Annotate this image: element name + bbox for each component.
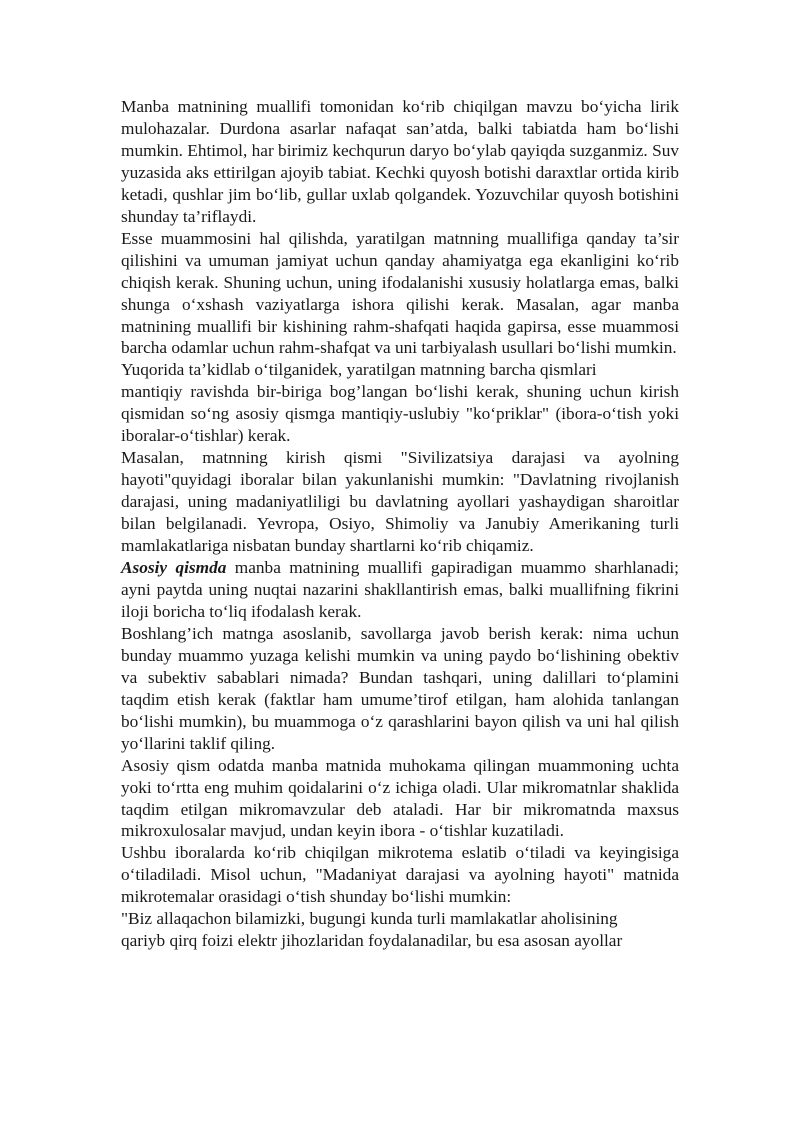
document-page bbox=[121, 96, 679, 952]
paragraph-as-noted-above bbox=[121, 359, 679, 381]
paragraph-source-text-questions bbox=[121, 623, 679, 755]
paragraph-transition-phrases bbox=[121, 842, 679, 908]
paragraph-text: mantiqiy ravishda bir-biriga bog’langan bo‘lishi kerak, shuning uchun kirish qismidan so‘ng asosiy qismga mantiqiy-uslubiy "ko‘priklar" (ibora-o‘tish yoki iboralar-o‘tishlar) kerak. bbox=[121, 382, 679, 446]
paragraph-main-part bbox=[121, 557, 679, 623]
paragraph-introduction-example bbox=[121, 447, 679, 557]
paragraph-text: Yuqorida ta’kidlab o‘tilganidek, yaratilgan matnning barcha qismlari bbox=[121, 360, 597, 380]
paragraph-lead-term: Asosiy qismda bbox=[121, 558, 227, 578]
paragraph-text: manba matnining muallifi gapiradigan muammo sharhlanadi; ayni paytda uning nuqtai nazarini shakllantirish emas, balki muallifning fikrini iloji boricha to‘liq ifodalash kerak. bbox=[121, 558, 679, 621]
paragraph-text: "Biz allaqachon bilamizki, bugungi kunda turli mamlakatlar aholisining bbox=[121, 909, 618, 929]
paragraph-logical-bridges bbox=[121, 381, 679, 447]
paragraph-text: qariyb qirq foizi elektr jihozlaridan foydalanadilar, bu esa asosan ayollar bbox=[121, 931, 623, 951]
paragraph-text: Masalan, matnning kirish qismi "Sivilizatsiya darajasi va ayolning hayoti"quyidagi iboralar bilan yakunlanishi mumkin: "Davlatning rivojlanish darajasi, uning madaniyatliligi bu davlatning ayollari yashaydigan sharoitlar bilan belgilanadi. Yevropa, Osiyo, Shimoliy va Janubiy Amerikaning turli mamlakatlariga nisbatan bunday shartlarni ko‘rib chiqamiz. bbox=[121, 448, 679, 556]
paragraph-text: Boshlang’ich matnga asoslanib, savollarga javob berish kerak: nima uchun bunday muammo yuzaga kelishi mumkin va uning paydo bo‘lishining obektiv va subektiv sabablari nimada? Bundan tashqari, uning dalillari to‘plamini taqdim etish kerak (faktlar ham umume’tirof etilgan, ham alohida tanlangan bo‘lishi mumkin), bu muammoga o‘z qarashlarini bayon qilish va uni hal qilish yo‘llarini taklif qiling. bbox=[121, 623, 679, 753]
paragraph-text: Asosiy qism odatda manba matnida muhokama qilingan muammoning uchta yoki to‘rtta eng muhim qoidalarini o‘z ichiga oladi. Ular mikromatnlar shaklida taqdim etilgan mikromavzular deb ataladi. Har bir mikromatnda maxsus mikroxulosalar mavjud, undan keyin ibora - o‘tishlar kuzatiladi. bbox=[121, 755, 679, 841]
paragraph-micro-topics bbox=[121, 755, 679, 843]
paragraph-text: Ushbu iboralarda ko‘rib chiqilgan mikrotema eslatib o‘tiladi va keyingisiga o‘tiladiladi. Misol uchun, "Madaniyat darajasi va ayolning hayoti" matnida mikrotemalar orasidagi o‘tish shunday bo‘lishi mumkin: bbox=[121, 843, 679, 907]
paragraph-text: Manba matnining muallifi tomonidan ko‘rib chiqilgan mavzu bo‘yicha lirik mulohazalar. Durdona asarlar nafaqat san’atda, balki tabiatda ham bo‘lishi mumkin. Ehtimol, har birimiz kechqurun daryo bo‘ylab qayiqda suzganmiz. Suv yuzasida aks ettirilgan ajoyib tabiat. Kechki quyosh botishi daraxtlar ortida kirib ketadi, qushlar jim bo‘lib, gullar uxlab qolgandek. Yozuvchilar quyosh botishini shunday ta’riflaydi. bbox=[121, 97, 679, 226]
paragraph-text: Esse muammosini hal qilishda, yaratilgan matnning muallifiga qanday ta’sir qilishini va umuman jamiyat uchun qanday ahamiyatga ega ekanligini ko‘rib chiqish kerak. Shuning uchun, uning ifodalanishi xususiy holatlarga emas, balki shunga o‘xshash vaziyatlarga ishora qilishi kerak. Masalan, agar manba matnining muallifi bir kishining rahm-shafqati haqida gapirsa, esse muammosi barcha odamlar uchun rahm-shafqat va uni tarbiyalash usullari bo‘lishi mumkin. bbox=[121, 228, 679, 358]
paragraph-lyrical-reflections bbox=[121, 96, 679, 228]
paragraph-quote-continued bbox=[121, 930, 679, 952]
paragraph-essay-problem bbox=[121, 228, 679, 360]
paragraph-quote-start bbox=[121, 908, 679, 930]
